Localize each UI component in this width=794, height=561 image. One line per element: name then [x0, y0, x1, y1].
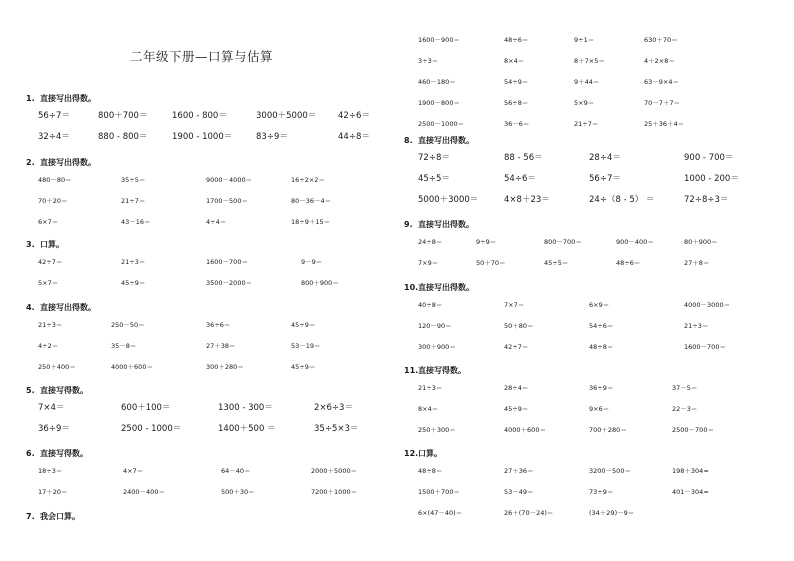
math-problem: 56÷8＝: [504, 99, 529, 107]
math-problem: 250＋300＝: [418, 426, 456, 434]
problem-row: [26, 191, 396, 212]
math-problem: 8×4＝: [418, 405, 439, 413]
math-problem: 6×9＝: [589, 301, 610, 309]
math-problem: 198＋304≈: [672, 467, 709, 475]
problem-row: [404, 148, 774, 169]
math-problem: 1600－700＝: [684, 343, 726, 351]
problem-row: [404, 232, 774, 253]
math-problem: 800－700＝: [544, 238, 582, 246]
problem-row: [404, 295, 774, 316]
math-problem: 35÷5×3＝: [314, 424, 359, 434]
problem-row: [404, 72, 774, 93]
math-problem: 500＋30＝: [221, 488, 255, 496]
math-problem: 43－16＝: [121, 218, 151, 226]
math-problem: 1900 - 1000＝: [172, 132, 233, 142]
math-problem: 27＋8＝: [684, 259, 710, 267]
math-problem: 80＋900＝: [684, 238, 718, 246]
math-problem: 9－9＝: [301, 258, 323, 266]
math-problem: 32÷4＝: [38, 132, 70, 142]
math-problem: 54÷6＝: [504, 174, 536, 184]
math-problem: 25＋36＋4＝: [644, 120, 685, 128]
left-section-6: [26, 447, 396, 503]
math-problem: 72÷8＝: [418, 153, 450, 163]
math-problem: 9＋44＝: [574, 78, 600, 86]
math-problem: 36÷9＝: [38, 424, 70, 434]
math-problem: 7×7＝: [504, 301, 525, 309]
problem-row: [26, 170, 396, 191]
section-number: 10.: [404, 283, 419, 292]
math-problem: 37－5＝: [672, 384, 698, 392]
math-problem: 9÷1＝: [574, 36, 595, 44]
math-problem: 2000＋5000＝: [311, 467, 358, 475]
math-problem: 9000－4000＝: [206, 176, 253, 184]
math-problem: 73÷9＝: [589, 488, 614, 496]
left-section-1: [26, 92, 396, 148]
math-problem: 53－49＝: [504, 488, 534, 496]
problem-row: [404, 399, 774, 420]
math-problem: 17＋20＝: [38, 488, 68, 496]
section-title: 直接写得数。: [40, 449, 88, 458]
right-section-2: [404, 134, 774, 211]
math-problem: 45÷5＝: [544, 259, 569, 267]
math-problem: 50＋70＝: [476, 259, 506, 267]
problem-row: [404, 190, 774, 211]
math-problem: 700＋280＝: [589, 426, 627, 434]
math-problem: 5×7＝: [38, 279, 59, 287]
math-problem: 56÷7＝: [38, 111, 70, 121]
math-problem: 401－304≈: [672, 488, 709, 496]
math-problem: 88 - 56＝: [504, 153, 543, 163]
section-number: 3.: [26, 240, 35, 249]
section-number: 12.: [404, 449, 419, 458]
math-problem: 48÷6＝: [616, 259, 641, 267]
problem-row: [26, 273, 396, 294]
math-problem: 3÷3＝: [418, 57, 439, 65]
problem-row: [404, 461, 774, 482]
math-problem: 800＋700＝: [98, 111, 148, 121]
problem-row: [404, 253, 774, 274]
math-problem: 4000＋600＝: [111, 363, 153, 371]
section-number: 6.: [26, 449, 35, 458]
left-section-5: [26, 384, 396, 440]
math-problem: 26＋(70－24)＝: [504, 509, 554, 517]
math-problem: 300＋280＝: [206, 363, 244, 371]
problem-row: [404, 420, 774, 441]
problem-row: [26, 398, 396, 419]
problem-row: [404, 169, 774, 190]
math-problem: 48÷8＝: [418, 467, 443, 475]
math-problem: 21÷3＝: [684, 322, 709, 330]
math-problem: 24÷（8 - 5） ＝: [589, 195, 655, 205]
problem-row: [26, 127, 396, 148]
math-problem: 880 - 800＝: [98, 132, 148, 142]
section-number: 2.: [26, 158, 35, 167]
math-problem: 42÷7＝: [38, 258, 63, 266]
section-title: 直接写出得数。: [40, 303, 96, 312]
math-problem: 5×9＝: [574, 99, 595, 107]
math-problem: 2400－400＝: [123, 488, 165, 496]
math-problem: 28÷4＝: [589, 153, 621, 163]
math-problem: 2×6÷3＝: [314, 403, 353, 413]
section-heading: [404, 281, 774, 295]
math-problem: 7×9＝: [418, 259, 439, 267]
math-problem: 21÷3＝: [121, 258, 146, 266]
problem-row: [26, 482, 396, 503]
problem-row: [404, 316, 774, 337]
math-problem: 53－19＝: [291, 342, 321, 350]
math-problem: 9÷9＝: [476, 238, 497, 246]
math-problem: 36÷6＝: [206, 321, 231, 329]
math-problem: 3200－500＝: [589, 467, 631, 475]
math-problem: 4×8＋23＝: [504, 195, 550, 205]
math-problem: 600＋100＝: [121, 403, 171, 413]
math-problem: 4000＋600＝: [504, 426, 546, 434]
section-heading: [26, 384, 396, 398]
math-problem: 4÷2＝: [38, 342, 59, 350]
section-heading: [26, 156, 396, 170]
math-problem: 22－3＝: [672, 405, 698, 413]
math-problem: 50＋80＝: [504, 322, 534, 330]
section-number: 8.: [404, 136, 413, 145]
math-problem: 18÷3＝: [38, 467, 63, 475]
problem-row: [404, 503, 774, 524]
math-problem: (34＋29)－9＝: [589, 509, 635, 517]
math-problem: 2500 - 1000＝: [121, 424, 182, 434]
section-number: 4.: [26, 303, 35, 312]
problem-row: [26, 419, 396, 440]
section-number: 5.: [26, 386, 35, 395]
math-problem: 5000＋3000＝: [418, 195, 479, 205]
math-problem: 44÷8＝: [338, 132, 370, 142]
right-section-1: [404, 30, 774, 135]
section-title: 直接写出得数。: [418, 220, 474, 229]
math-problem: 900－400＝: [616, 238, 654, 246]
math-problem: 45÷9＝: [291, 363, 316, 371]
left-section-3: [26, 238, 396, 294]
section-number: 1.: [26, 94, 35, 103]
problem-row: [404, 114, 774, 135]
math-problem: 56÷7＝: [589, 174, 621, 184]
math-problem: 250＋400＝: [38, 363, 76, 371]
math-problem: 480－80＝: [38, 176, 72, 184]
problem-row: [26, 357, 396, 378]
math-problem: 36÷9＝: [589, 384, 614, 392]
section-title: 直接写得数。: [418, 366, 466, 375]
section-number: 11.: [404, 366, 419, 375]
section-title: 口算。: [40, 240, 64, 249]
math-problem: 4×7＝: [123, 467, 144, 475]
problem-row: [404, 51, 774, 72]
math-problem: 7200＋1000＝: [311, 488, 358, 496]
math-problem: 36－6＝: [504, 120, 530, 128]
math-problem: 18÷9＋15＝: [291, 218, 331, 226]
math-problem: 1000 - 200＝: [684, 174, 739, 184]
problem-row: [26, 212, 396, 233]
math-problem: 8＋7×5＝: [574, 57, 605, 65]
section-title: 直接写出得数。: [40, 94, 96, 103]
math-problem: 45÷9＝: [291, 321, 316, 329]
math-problem: 2500－1000＝: [418, 120, 465, 128]
left-section-2: [26, 156, 396, 233]
problem-row: [404, 337, 774, 358]
problem-row: [404, 482, 774, 503]
math-problem: 70＋20＝: [38, 197, 68, 205]
math-problem: 8×4＝: [504, 57, 525, 65]
problem-row: [404, 30, 774, 51]
section-heading: [404, 447, 774, 461]
right-section-5: [404, 364, 774, 441]
math-problem: 63－9×4＝: [644, 78, 679, 86]
math-problem: 9×6＝: [589, 405, 610, 413]
math-problem: 48÷6＝: [504, 36, 529, 44]
problem-row: [26, 252, 396, 273]
math-problem: 1400＋500 ＝: [218, 424, 276, 434]
math-problem: 800＋900＝: [301, 279, 339, 287]
math-problem: 4000－3000＝: [684, 301, 731, 309]
math-problem: 250－50＝: [111, 321, 145, 329]
math-problem: 35÷5＝: [121, 176, 146, 184]
math-problem: 27＋38＝: [206, 342, 236, 350]
section-title: 口算。: [418, 449, 442, 458]
section-number: 7.: [26, 512, 35, 521]
math-problem: 45÷5＝: [418, 174, 450, 184]
problem-row: [404, 93, 774, 114]
section-heading: [26, 510, 396, 524]
math-problem: 7×4＝: [38, 403, 65, 413]
math-problem: 54÷9＝: [504, 78, 529, 86]
math-problem: 1600－700＝: [206, 258, 248, 266]
math-problem: 3000＋5000＝: [256, 111, 317, 121]
math-problem: 42÷7＝: [504, 343, 529, 351]
math-problem: 35－8＝: [111, 342, 137, 350]
math-problem: 48÷8＝: [589, 343, 614, 351]
math-problem: 64－40＝: [221, 467, 251, 475]
section-heading: [404, 218, 774, 232]
math-problem: 80－36－4＝: [291, 197, 332, 205]
math-problem: 83÷9＝: [256, 132, 288, 142]
math-problem: 54÷6＝: [589, 322, 614, 330]
right-section-4: [404, 281, 774, 358]
math-problem: 1700－500＝: [206, 197, 248, 205]
section-title: 直接写得数。: [40, 386, 88, 395]
section-title: 我会口算。: [40, 512, 80, 521]
math-problem: 3500－2000＝: [206, 279, 253, 287]
math-problem: 1500＋700＝: [418, 488, 460, 496]
math-problem: 27＋36＝: [504, 467, 534, 475]
math-problem: 21÷7＝: [121, 197, 146, 205]
left-section-4: [26, 301, 396, 378]
left-section-7: [26, 510, 396, 524]
math-problem: 21÷3＝: [38, 321, 63, 329]
section-heading: [26, 92, 396, 106]
math-problem: 300＋900＝: [418, 343, 456, 351]
problem-row: [26, 315, 396, 336]
math-problem: 45÷9＝: [121, 279, 146, 287]
math-problem: 40÷8＝: [418, 301, 443, 309]
section-title: 直接写出得数。: [418, 136, 474, 145]
math-problem: 1900－800＝: [418, 99, 460, 107]
section-number: 9.: [404, 220, 413, 229]
section-title: 直接写出得数。: [40, 158, 96, 167]
math-problem: 460－180＝: [418, 78, 456, 86]
math-problem: 72÷8÷3＝: [684, 195, 729, 205]
section-heading: [26, 301, 396, 315]
right-section-6: [404, 447, 774, 524]
section-heading: [26, 238, 396, 252]
page-title: 二年级下册—口算与估算: [130, 49, 274, 64]
math-problem: 28÷4＝: [504, 384, 529, 392]
right-section-3: [404, 218, 774, 274]
math-problem: 21÷3＝: [418, 384, 443, 392]
math-problem: 4÷4＝: [206, 218, 227, 226]
section-heading: [404, 364, 774, 378]
math-problem: 1600 - 800＝: [172, 111, 227, 121]
problem-row: [26, 336, 396, 357]
section-title: 直接写出得数。: [418, 283, 474, 292]
section-heading: [404, 134, 774, 148]
math-problem: 1600－900＝: [418, 36, 460, 44]
math-problem: 70－7＋7＝: [644, 99, 681, 107]
math-problem: 6×7＝: [38, 218, 59, 226]
math-problem: 24÷8＝: [418, 238, 443, 246]
math-problem: 1300 - 300＝: [218, 403, 273, 413]
problem-row: [26, 461, 396, 482]
math-problem: 120－90＝: [418, 322, 452, 330]
math-problem: 6×(47－40)＝: [418, 509, 463, 517]
math-problem: 2500－700＝: [672, 426, 714, 434]
math-problem: 45÷9＝: [504, 405, 529, 413]
math-problem: 42÷6＝: [338, 111, 370, 121]
section-heading: [26, 447, 396, 461]
problem-row: [404, 378, 774, 399]
math-problem: 16÷2×2＝: [291, 176, 325, 184]
math-problem: 630＋70＝: [644, 36, 678, 44]
problem-row: [26, 106, 396, 127]
math-problem: 900 - 700＝: [684, 153, 734, 163]
math-problem: 4＋2×8＝: [644, 57, 675, 65]
math-problem: 21÷7＝: [574, 120, 599, 128]
